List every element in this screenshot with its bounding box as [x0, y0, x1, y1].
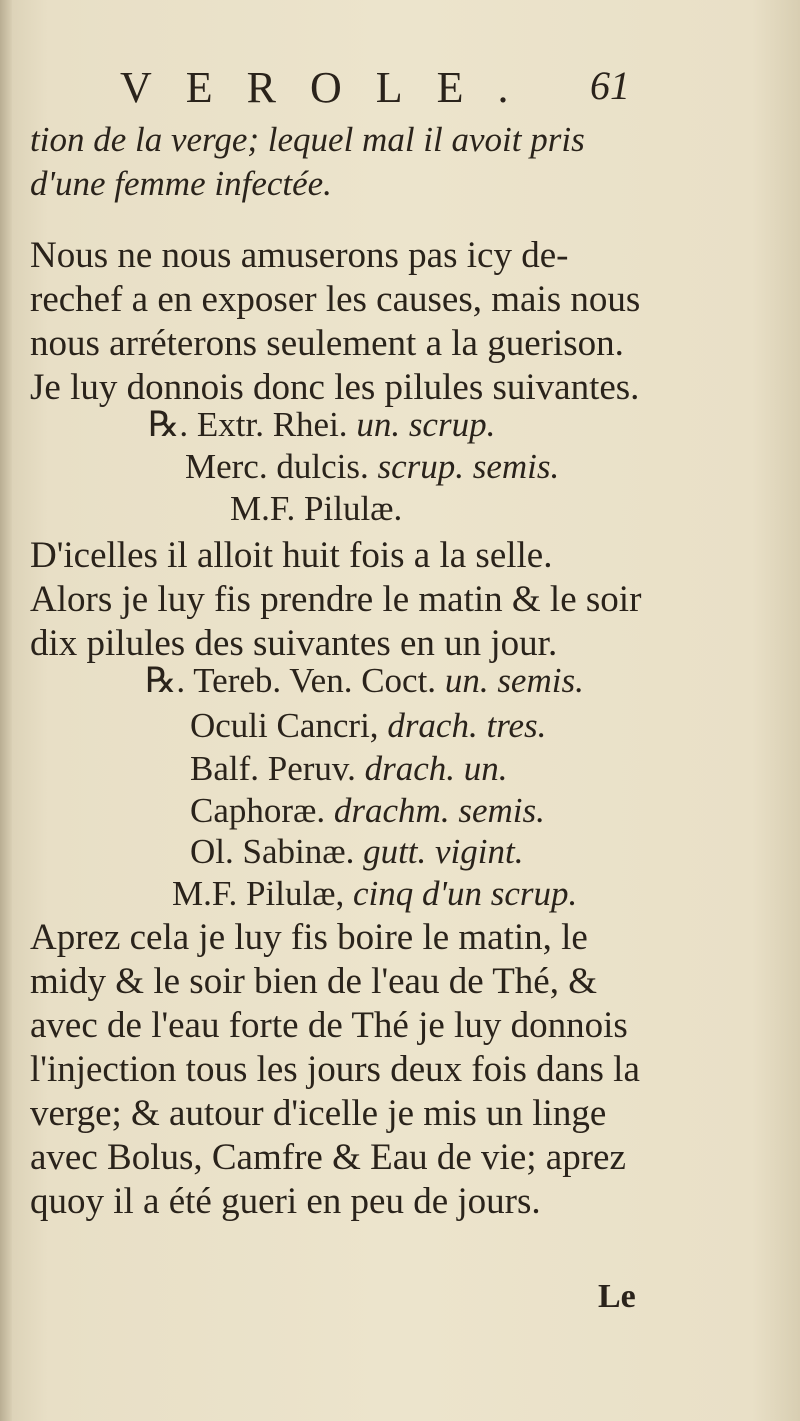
recipe-ingredient: Balf. Peruv. [190, 749, 356, 788]
text-line: Nous ne nous amuserons pas icy de- [30, 235, 569, 276]
text-line: avec Bolus, Camfre & Eau de vie; aprez [30, 1137, 626, 1178]
text-line: dix pilules des suivantes en un jour. [30, 623, 558, 664]
recipe-ingredient: M.F. Pilulæ. [230, 489, 403, 528]
recipe-ingredient: ℞. Extr. Rhei. [148, 405, 348, 444]
paragraph-1 [30, 118, 630, 206]
recipe-2-line-6 [172, 873, 577, 915]
recipe-1-line-3 [230, 488, 402, 530]
recipe-dose: gutt. vigint. [363, 832, 524, 871]
text-line: verge; & autour d'icelle je mis un linge [30, 1093, 607, 1134]
text-line: Aprez cela je luy fis boire le matin, le [30, 917, 588, 958]
recipe-ingredient: Oculi Cancri, [190, 706, 379, 745]
recipe-ingredient: Ol. Sabinæ. [190, 832, 355, 871]
paragraph-3 [30, 534, 642, 666]
page-number: 61 [590, 63, 630, 108]
recipe-dose: un. semis. [444, 661, 584, 700]
text-line: Alors je luy fis prendre le matin & le soir [30, 579, 642, 620]
recipe-2-line-3 [190, 748, 508, 790]
recipe-dose: scrup. semis. [377, 447, 560, 486]
recipe-ingredient: M.F. Pilulæ, [172, 874, 345, 913]
text-line: quoy il a été gueri en peu de jours. [30, 1181, 541, 1222]
text-line: d'une femme infectée. [30, 164, 332, 203]
recipe-dose: drachm. semis. [333, 791, 545, 830]
catchword: Le [598, 1278, 636, 1315]
text-line: avec de l'eau forte de Thé je luy donnois [30, 1005, 628, 1046]
recipe-2-line-2 [190, 705, 546, 747]
recipe-2-line-5 [190, 831, 523, 873]
recipe-dose: drach. un. [364, 749, 508, 788]
recipe-ingredient: Caphoræ. [190, 791, 326, 830]
running-head [120, 62, 630, 122]
running-title: VEROLE. [120, 63, 543, 112]
recipe-ingredient: ℞. Tereb. Ven. Coct. [145, 661, 437, 700]
text-line: D'icelles il alloit huit fois a la selle. [30, 535, 553, 576]
text-line: rechef a en exposer les causes, mais nous [30, 279, 641, 320]
recipe-1-line-2 [185, 446, 559, 488]
text-line: l'injection tous les jours deux fois dans la [30, 1049, 640, 1090]
recipe-dose: un. scrup. [356, 405, 496, 444]
recipe-dose: drach. tres. [387, 706, 547, 745]
page-gutter [0, 0, 12, 1421]
recipe-2-line-4 [190, 790, 545, 832]
recipe-1-line-1 [148, 404, 495, 446]
paragraph-4 [30, 916, 640, 1224]
recipe-2-line-1 [145, 660, 584, 702]
recipe-dose: cinq d'un scrup. [353, 874, 578, 913]
text-line: tion de la verge; lequel mal il avoit pris [30, 120, 585, 159]
paragraph-2 [30, 234, 641, 410]
text-line: midy & le soir bien de l'eau de Thé, & [30, 961, 598, 1002]
text-line: Je luy donnois donc les pilules suivantes. [30, 367, 640, 408]
recipe-ingredient: Merc. dulcis. [185, 447, 369, 486]
text-line: nous arréterons seulement a la guerison. [30, 323, 624, 364]
